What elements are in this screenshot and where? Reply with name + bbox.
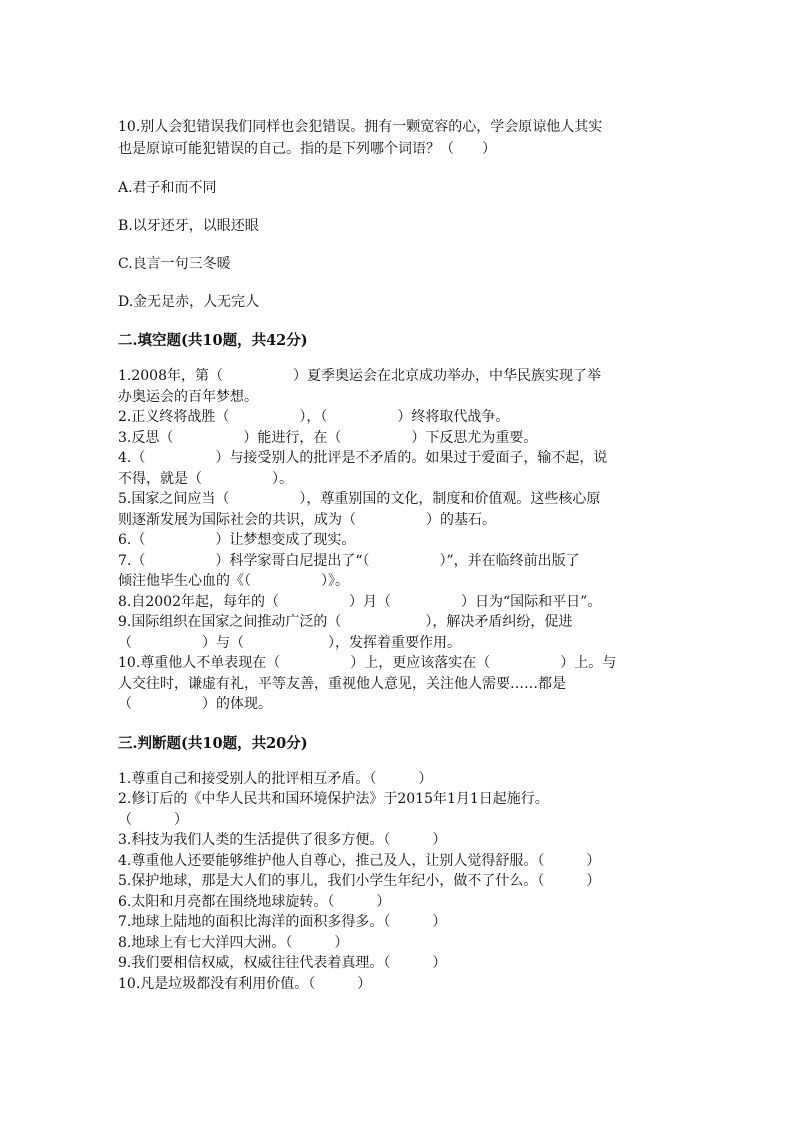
fill-blank-line: 1.2008年，第（ ）夏季奥运会在北京成功举办，中华民族实现了举 xyxy=(118,368,601,384)
true-false-line: 6.太阳和月亮都在围绕地球旋转。（ ） xyxy=(118,893,391,910)
fill-blank-line: 倾注他毕生心血的《（ ）》。 xyxy=(118,573,349,589)
true-false-line: 3.科技为我们人类的生活提供了很多方便。（ ） xyxy=(118,832,447,848)
true-false-line: 2.修订后的《中华人民共和国环境保护法》于2015年1月1日起施行。 xyxy=(118,791,549,807)
fill-blank-line: 5.国家之间应当（ ），尊重别国的文化，制度和价值观。这些核心原 xyxy=(118,491,601,507)
true-false-line: （ ） xyxy=(118,811,188,828)
true-false-line: 9.我们要相信权威，权威往往代表着真理。（ ） xyxy=(118,955,447,971)
fill-blank-list xyxy=(118,366,678,715)
fill-blank-line: 不得，就是（ ）。 xyxy=(118,470,293,487)
question-10 xyxy=(118,116,678,160)
true-false-line: 10.凡是垃圾都没有利用价值。（ ） xyxy=(118,975,372,992)
true-false-line: 1.尊重自己和接受别人的批评相互矛盾。（ ） xyxy=(118,770,433,787)
section-heading-fill-blank: 二.填空题(共10题，共42分) xyxy=(118,332,308,349)
fill-blank-line: 则逐渐发展为国际社会的共识，成为（ ）的基石。 xyxy=(118,511,496,528)
exam-content xyxy=(118,116,678,994)
true-false-list xyxy=(118,769,678,995)
true-false-line: 8.地球上有七大洋四大洲。（ ） xyxy=(118,934,349,951)
option-b: B.以牙还牙，以眼还眼 xyxy=(118,218,259,234)
fill-blank-line: 8.自2002年起，每年的（ ）月（ ）日为“国际和平日”。 xyxy=(118,593,602,610)
fill-blank-line: 6.（ ）让梦想变成了现实。 xyxy=(118,532,356,548)
option-c: C.良言一句三冬暖 xyxy=(118,256,231,272)
true-false-line: 5.保护地球，那是大人们的事儿，我们小学生年纪小，做不了什么。（ ） xyxy=(118,873,601,889)
fill-blank-line: 办奥运会的百年梦想。 xyxy=(118,388,258,405)
fill-blank-line: 3.反思（ ）能进行，在（ ）下反思尤为重要。 xyxy=(118,429,538,446)
fill-blank-line: 9.国际组织在国家之间推动广泛的（ ），解决矛盾纠纷，促进 xyxy=(118,614,573,630)
fill-blank-line: 4.（ ）与接受别人的批评是不矛盾的。如果过于爱面子，输不起，说 xyxy=(118,450,608,466)
section-heading-true-false: 三.判断题(共10题，共20分) xyxy=(118,734,308,752)
fill-blank-line: 10.尊重他人不单表现在（ ）上，更应该落实在（ ）上。与 xyxy=(118,655,617,671)
question-10-line-1: 10.别人会犯错误我们同样也会犯错误。拥有一颗宽容的心，学会原谅他人其实 xyxy=(118,119,603,135)
fill-blank-line: 人交往时，谦虚有礼，平等友善，重视他人意见，关注他人需要……都是 xyxy=(118,675,566,692)
option-a: A.君子和而不同 xyxy=(118,180,217,196)
question-10-options xyxy=(118,178,678,312)
fill-blank-line: 7.（ ）科学家哥白尼提出了“（ ）”，并在临终前出版了 xyxy=(118,552,580,569)
fill-blank-line: （ ）与（ ），发挥着重要作用。 xyxy=(118,634,461,651)
option-d: D.金无足赤，人无完人 xyxy=(118,294,260,310)
question-10-line-2: 也是原谅可能犯错误的自己。指的是下列哪个词语？（ ） xyxy=(118,141,496,157)
fill-blank-line: 2.正义终将战胜（ ），（ ）终将取代战争。 xyxy=(118,409,510,425)
fill-blank-line: （ ）的体现。 xyxy=(118,696,272,712)
true-false-line: 7.地球上陆地的面积比海洋的面积多得多。（ ） xyxy=(118,914,447,930)
true-false-line: 4.尊重他人还要能够维护他人自尊心，推己及人，让别人觉得舒服。（ ） xyxy=(118,852,601,869)
